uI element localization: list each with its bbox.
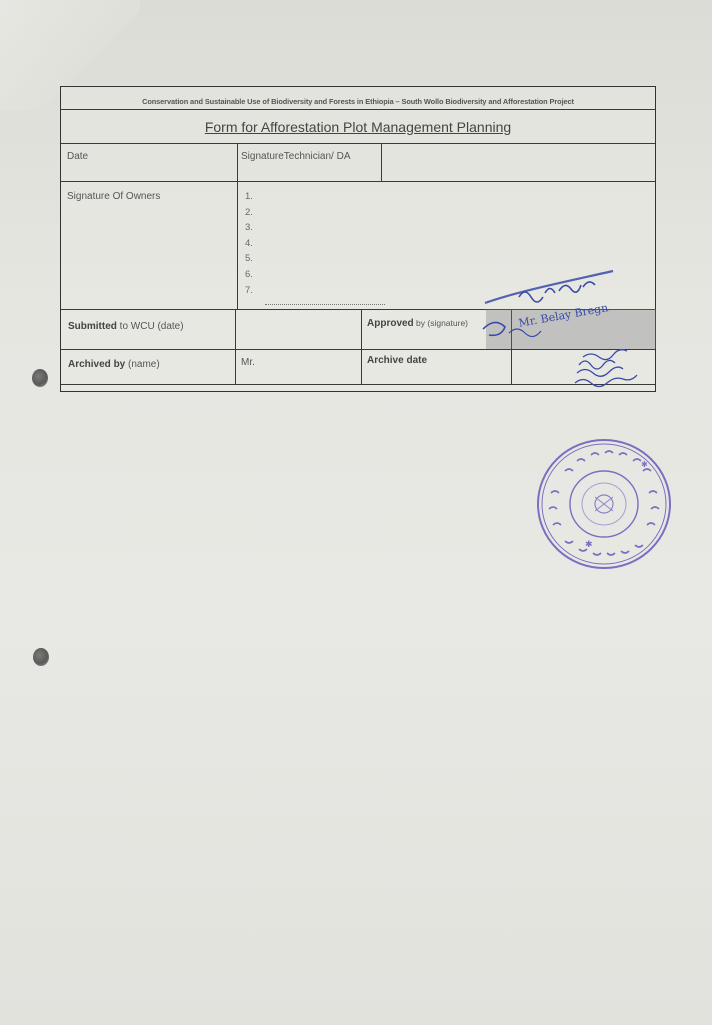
owner-item-4: 4. [245,237,253,249]
archived-label-bold: Archived by [68,359,126,370]
rule-date-row [61,181,655,182]
col-technician [381,143,382,181]
svg-text:✱: ✱ [585,540,593,550]
archived-label-suffix: (name) [125,359,160,370]
approved-label-bold: Approved [367,318,414,329]
project-header: Conservation and Sustainable Use of Biodiversity and Forests in Ethiopia – South Wollo Biodiversity and Afforestation Project [142,97,574,106]
submitted-label-suffix: to WCU (date) [116,321,184,332]
form-title: Form for Afforestation Plot Management Planning [204,119,512,135]
col-submitted [235,309,236,384]
submitted-label-bold: Submitted [68,321,117,332]
rule-header [61,109,655,110]
management-planning-form [60,86,656,392]
owner-item-2: 2. [245,206,253,218]
owner-item-7: 7. [245,284,253,296]
rule-title [61,143,655,144]
owner-7-dotted-line [265,304,385,305]
archived-label [68,359,160,370]
owner-item-1: 1. [245,191,253,202]
col-date [237,143,238,181]
approval-stamp-graphic [479,263,659,393]
col-approved [361,309,362,384]
owners-list [245,189,253,298]
owner-item-3: 3. [245,222,253,234]
archived-value: Mr. [241,357,255,368]
svg-text:✱: ✱ [641,460,648,469]
approved-label [367,318,468,329]
owner-item-6: 6. [245,268,253,280]
punch-hole-top [32,369,48,387]
punch-hole-bottom [33,648,49,666]
approved-label-suffix: by (signature) [413,318,469,328]
official-round-seal [535,437,673,571]
owners-label: Signature Of Owners [67,191,161,202]
date-label: Date [67,151,89,162]
technician-label: SignatureTechnician/ DA [241,151,351,162]
approver-name: Mr. Belay Bregn [517,301,610,330]
owner-item-5: 5. [245,253,253,265]
submitted-label [68,321,184,332]
col-owners [237,181,238,309]
archive-date-label: Archive date [367,355,428,366]
